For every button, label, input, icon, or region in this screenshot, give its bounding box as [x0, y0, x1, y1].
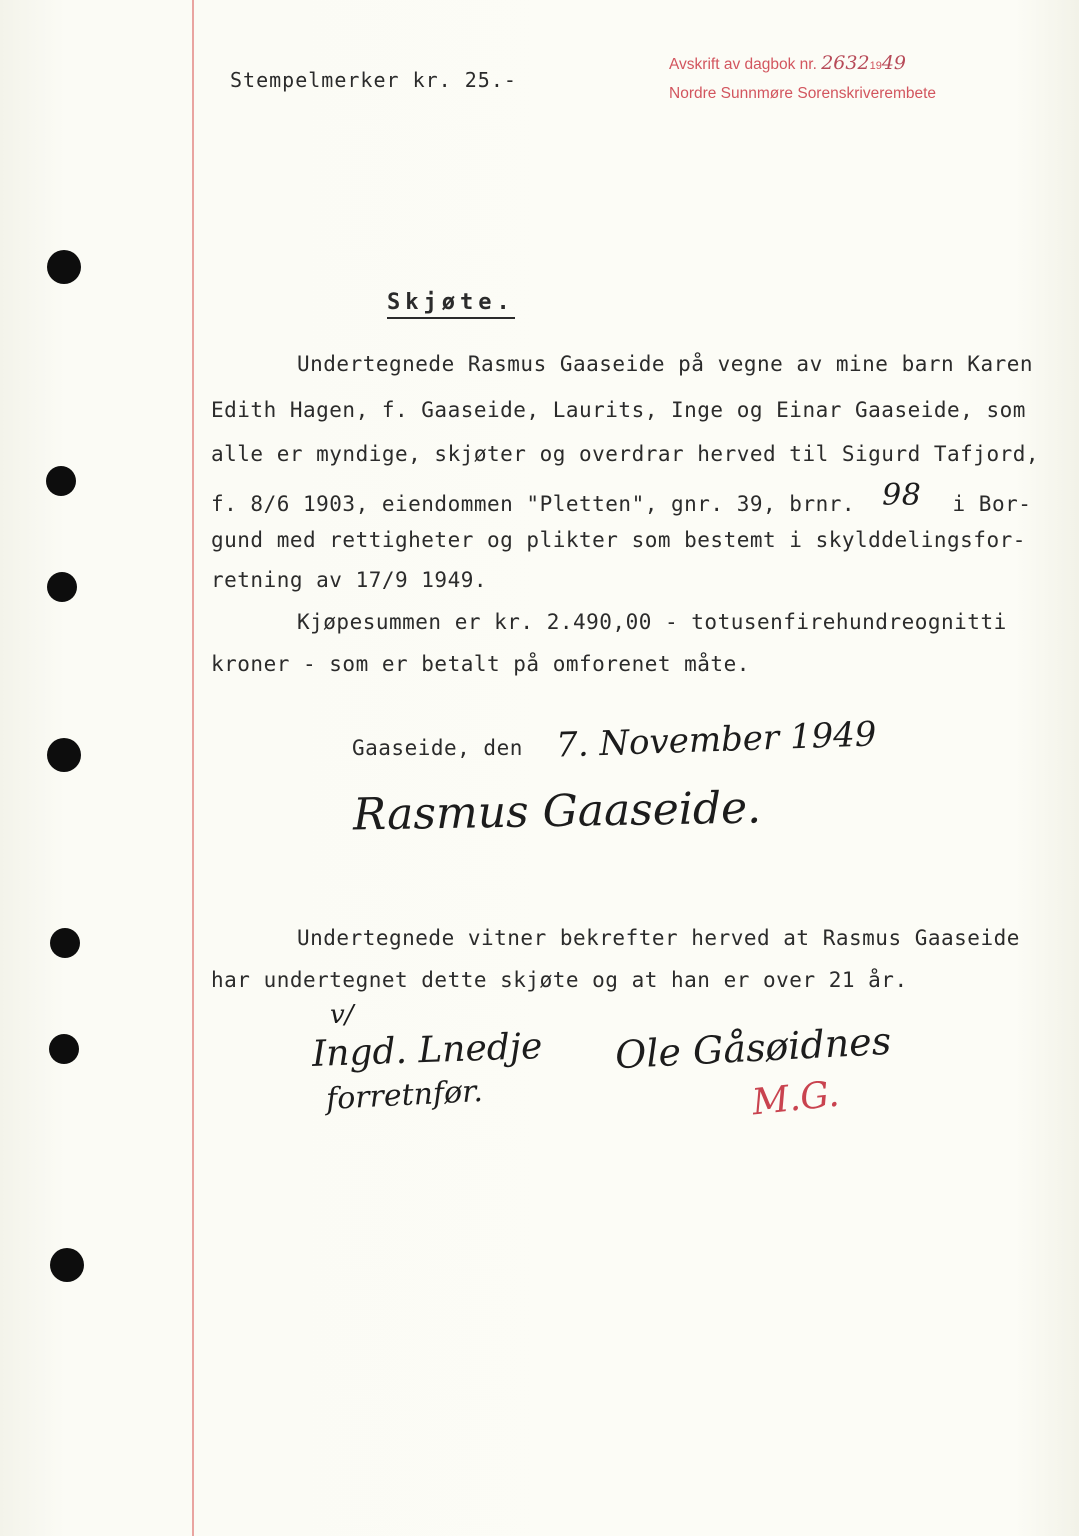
text-line: Edith Hagen, f. Gaaseide, Laurits, Inge og Einar Gaaseide, som: [211, 398, 1026, 422]
place-date-label: Gaaseide, den: [352, 736, 523, 760]
punch-hole: [49, 1034, 79, 1064]
text-line: [211, 478, 1032, 519]
punch-hole: [47, 572, 77, 602]
stamp-fee: Stempelmerker kr. 25.-: [230, 68, 517, 92]
witness1-prefix: v/: [330, 1000, 354, 1030]
text-line: retning av 17/9 1949.: [211, 568, 488, 592]
text-line-part: i Bor-: [952, 492, 1032, 516]
text-line-part: f. 8/6 1903, eiendommen "Pletten", gnr. 39, brnr.: [211, 492, 856, 516]
text-line: Undertegnede Rasmus Gaaseide på vegne av mine barn Karen: [297, 352, 1034, 376]
registry-stamp-label: Avskrift av dagbok nr.: [669, 56, 817, 73]
text-line: Undertegnede vitner bekrefter herved at Rasmus Gaaseide: [297, 926, 1020, 950]
handwritten-date: 7. November 1949: [555, 714, 878, 766]
registry-stamp-line1: [669, 50, 999, 80]
red-initials: M.G.: [750, 1073, 842, 1124]
punch-hole: [50, 1248, 84, 1282]
punch-hole: [47, 738, 81, 772]
text-line: kroner - som er betalt på omforenet måte.: [211, 652, 750, 676]
text-line: alle er myndige, skjøter og overdrar herved til Sigurd Tafjord,: [211, 442, 1040, 466]
stamp-year: 49: [881, 52, 907, 74]
punch-hole: [47, 250, 81, 284]
witness2-signature: Ole Gåsøidnes: [614, 1018, 893, 1078]
margin-line: [192, 0, 194, 1536]
stamp-year-prefix: 19: [869, 60, 882, 72]
registry-stamp: [669, 50, 999, 107]
punch-hole: [46, 466, 76, 496]
handwritten-brnr: 98: [882, 478, 922, 513]
witness1-title: forretnfør.: [325, 1073, 484, 1118]
witness1-signature: Ingd. Lnedje: [311, 1025, 543, 1076]
dagbok-number: 2632: [821, 52, 870, 74]
document-title: Skjøte.: [387, 290, 515, 319]
punch-hole: [50, 928, 80, 958]
text-line: gund med rettigheter og plikter som bestemt i skylddelingsfor-: [211, 528, 1026, 552]
text-line: Kjøpesummen er kr. 2.490,00 - totusenfirehundreognitti: [297, 610, 1007, 634]
signature: Rasmus Gaaseide.: [352, 782, 762, 841]
text-line: har undertegnet dette skjøte og at han er over 21 år.: [211, 968, 908, 992]
registry-stamp-office: Nordre Sunnmøre Sorenskriverembete: [669, 85, 937, 102]
